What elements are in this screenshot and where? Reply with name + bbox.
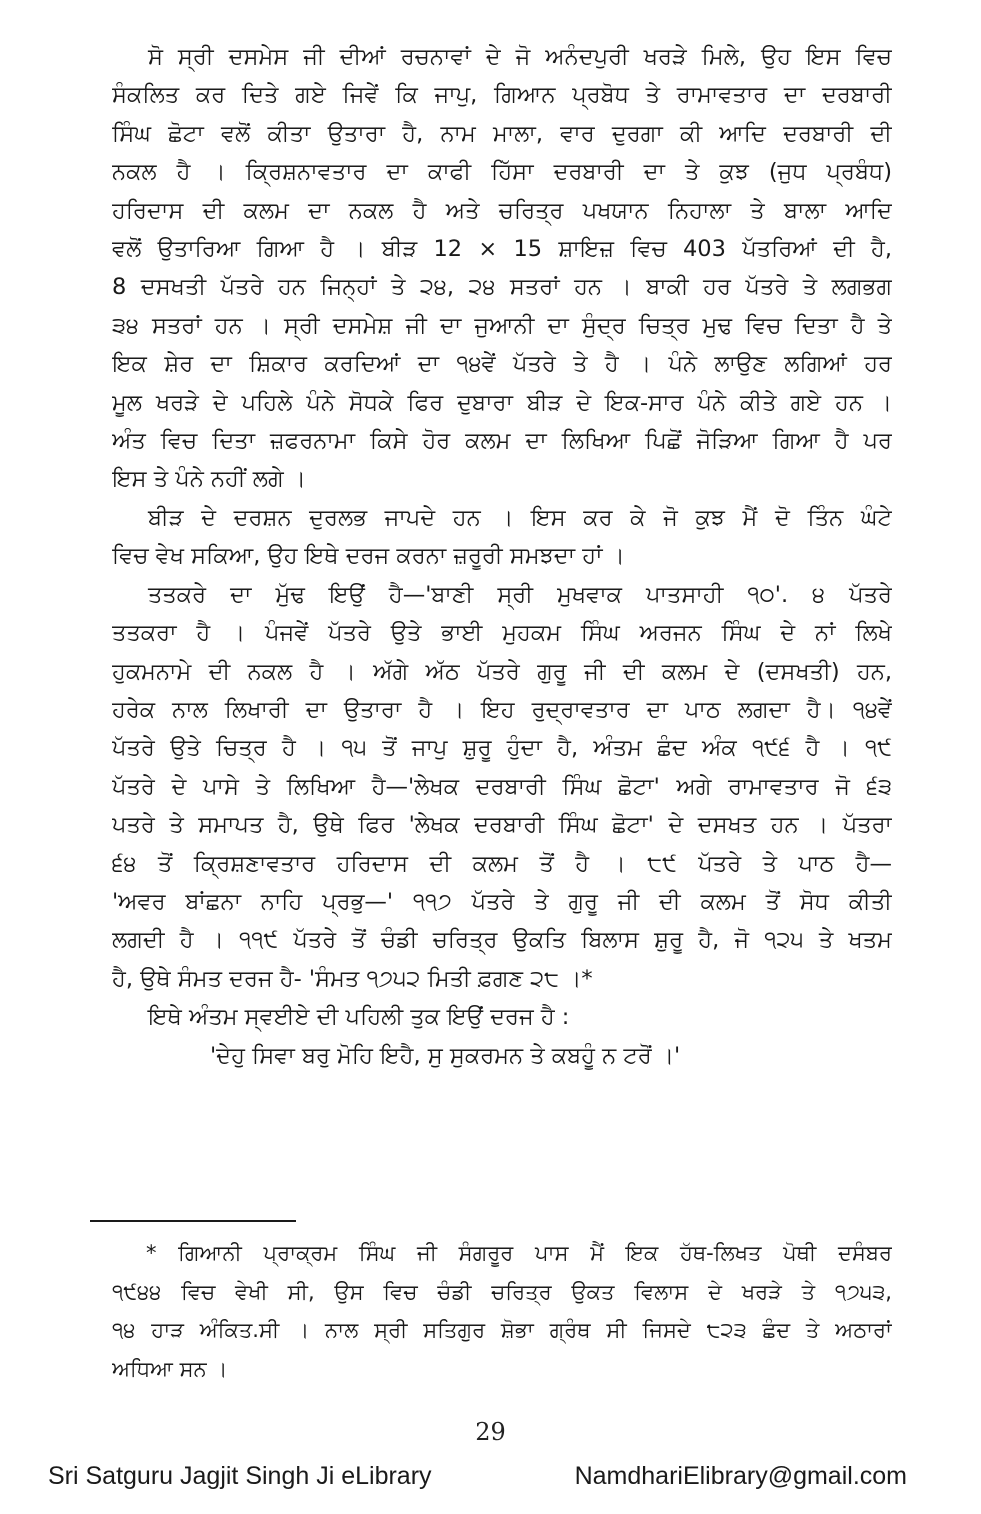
text-line: ਪੱਤਰੇ ਉਤੇ ਚਿਤ੍ਰ ਹੈ । ੧੫ ਤੋਂ ਜਾਪੁ ਸ਼ੁਰੂ ਹੁੰਦਾ ਹੈ, ਅੰਤਮ ਛੰਦ ਅੰਕ ੧੯੬ ਹੈ । ੧੯ [112,735,892,762]
text-line: ਸੰਕਲਿਤ ਕਰ ਦਿਤੇ ਗਏ ਜਿਵੇਂ ਕਿ ਜਾਪੁ, ਗਿਆਨ ਪ੍ਰਬੋਧ ਤੇ ਰਾਮਾਵਤਾਰ ਦਾ ਦਰਬਾਰੀ [112,82,892,109]
text-line: ਬੀੜ ਦੇ ਦਰਸ਼ਨ ਦੁਰਲਭ ਜਾਪਦੇ ਹਨ । ਇਸ ਕਰ ਕੇ ਜੋ ਕੁਝ ਮੈਂ ਦੋ ਤਿੰਨ ਘੰਟੇ [148,504,892,531]
text-line: ੩੪ ਸਤਰਾਂ ਹਨ । ਸ੍ਰੀ ਦਸਮੇਸ਼ ਜੀ ਦਾ ਜੁਆਨੀ ਦਾ ਸੁੰਦ੍ਰ ਚਿਤ੍ਰ ਮੁਢ ਵਿਚ ਦਿਤਾ ਹੈ ਤੇ [112,312,892,339]
paragraph-3 [112,576,892,998]
paragraph-2 [112,499,892,576]
page-number: 29 [475,1418,506,1446]
text-line: 8 ਦਸਖਤੀ ਪੱਤਰੇ ਹਨ ਜਿਨ੍ਹਾਂ ਤੇ ੨੪, ੨੪ ਸਤਰਾਂ ਹਨ । ਬਾਕੀ ਹਰ ਪੱਤਰੇ ਤੇ ਲਗਭਗ [112,274,892,301]
text-line: ੬੪ ਤੋਂ ਕ੍ਰਿਸ਼ਣਾਵਤਾਰ ਹਰਿਦਾਸ ਦੀ ਕਲਮ ਤੋਂ ਹੈ । ੮੯ ਪੱਤਰੇ ਤੇ ਪਾਠ ਹੈ— [112,850,892,877]
text-line: ਵਲੋਂ ਉਤਾਰਿਆ ਗਿਆ ਹੈ । ਬੀੜ 12 × 15 ਸ਼ਾਇਜ਼ ਵਿਚ 403 ਪੱਤਰਿਆਂ ਦੀ ਹੈ, [112,236,892,263]
footnote-line: * ਗਿਆਨੀ ਪ੍ਰਾਕ੍ਰਮ ਸਿੰਘ ਜੀ ਸੰਗਰੂਰ ਪਾਸ ਮੈਂ ਇਕ ਹੱਥ-ਲਿਖਤ ਪੋਥੀ ਦਸੰਬਰ [146,1241,892,1265]
text-line: ਪਤਰੇ ਤੇ ਸਮਾਪਤ ਹੈ, ਉਥੇ ਫਿਰ 'ਲੇਖਕ ਦਰਬਾਰੀ ਸਿੰਘ ਛੋਟਾ' ਦੇ ਦਸਖਤ ਹਨ । ਪੱਤਰਾ [112,812,892,839]
text-line: ਹਰੇਕ ਨਾਲ ਲਿਖਾਰੀ ਦਾ ਉਤਾਰਾ ਹੈ । ਇਹ ਰੁਦ੍ਰਾਵਤਾਰ ਦਾ ਪਾਠ ਲਗਦਾ ਹੈ। ੧੪ਵੇਂ [112,696,892,723]
text-line: ਹੈ, ਉਥੇ ਸੰਮਤ ਦਰਜ ਹੈ- 'ਸੰਮਤ ੧੭੫੨ ਮਿਤੀ ਫ਼ਗਣ ੨੮ ।* [112,965,593,992]
text-line: ਸੋ ਸ੍ਰੀ ਦਸਮੇਸ ਜੀ ਦੀਆਂ ਰਚਨਾਵਾਂ ਦੇ ਜੋ ਅਨੰਦਪੁਰੀ ਖਰੜੇ ਮਿਲੇ, ਉਹ ਇਸ ਵਿਚ [148,44,892,70]
text-line: ਇਕ ਸ਼ੇਰ ਦਾ ਸ਼ਿਕਾਰ ਕਰਦਿਆਂ ਦਾ ੧੪ਵੇਂ ਪੱਤਰੇ ਤੇ ਹੈ । ਪੰਨੇ ਲਾਉਣ ਲਗਿਆਂ ਹਰ [112,351,892,378]
closing-quote: 'ਦੇਹੁ ਸਿਵਾ ਬਰੁ ਮੋਹਿ ਇਹੈ, ਸੁ ਸੁਕਰਮਨ ਤੇ ਕਬਹੂੰ ਨ ਟਰੋਂ ।' [210,1042,681,1069]
footer-library-name: Sri Satguru Jagjit Singh Ji eLibrary [48,1462,432,1490]
footer-email: NamdhariElibrary@gmail.com [574,1462,907,1490]
text-line: ਸਿੰਘ ਛੋਟਾ ਵਲੋਂ ਕੀਤਾ ਉਤਾਰਾ ਹੈ, ਨਾਮ ਮਾਲਾ, ਵਾਰ ਦੁਰਗਾ ਕੀ ਆਦਿ ਦਰਬਾਰੀ ਦੀ [112,120,892,147]
text-line: ਅੰਤ ਵਿਚ ਦਿਤਾ ਜ਼ਫਰਨਾਮਾ ਕਿਸੇ ਹੋਰ ਕਲਮ ਦਾ ਲਿਖਿਆ ਪਿਛੋਂ ਜੋੜਿਆ ਗਿਆ ਹੈ ਪਰ [112,428,892,455]
footnote-line: ੧੯੪੪ ਵਿਚ ਵੇਖੀ ਸੀ, ਉਸ ਵਿਚ ਚੰਡੀ ਚਰਿਤ੍ਰ ਉਕਤ ਵਿਲਾਸ ਦੇ ਖਰੜੇ ਤੇ ੧੭੫੩, [112,1279,892,1304]
paragraph-1 [112,38,892,499]
text-line: ਮੂਲ ਖਰੜੇ ਦੇ ਪਹਿਲੇ ਪੰਨੇ ਸੋਧਕੇ ਫਿਰ ਦੁਬਾਰਾ ਬੀੜ ਦੇ ਇਕ-ਸਾਰ ਪੰਨੇ ਕੀਤੇ ਗਏ ਹਨ । [112,389,892,416]
text-line: ਇਸ ਤੇ ਪੰਨੇ ਨਹੀਂ ਲਗੇ । [112,466,306,493]
text-line: ਨਕਲ ਹੈ । ਕ੍ਰਿਸ਼ਨਾਵਤਾਰ ਦਾ ਕਾਫੀ ਹਿੱਸਾ ਦਰਬਾਰੀ ਦਾ ਤੇ ਕੁਝ (ਜੁਧ ਪ੍ਰਬੰਧ) [112,159,892,186]
footnote-line: ਅਧਿਆ ਸਨ । [112,1356,228,1381]
footnote-divider [90,1220,296,1222]
footnote-line: ੧੪ ਹਾੜ ਅੰਕਿਤ.ਸੀ । ਨਾਲ ਸ੍ਰੀ ਸਤਿਗੁਰ ਸ਼ੋਭਾ ਗ੍ਰੰਥ ਸੀ ਜਿਸਦੇ ੮੨੩ ਛੰਦ ਤੇ ਅਠਾਰਾਂ [112,1318,892,1343]
text-line: ਲਗਦੀ ਹੈ । ੧੧੯ ਪੱਤਰੇ ਤੋਂ ਚੰਡੀ ਚਰਿਤ੍ਰ ਉਕਤਿ ਬਿਲਾਸ ਸ਼ੁਰੂ ਹੈ, ਜੋ ੧੨੫ ਤੇ ਖਤਮ [112,927,892,954]
text-line: ਪੱਤਰੇ ਦੇ ਪਾਸੇ ਤੇ ਲਿਖਿਆ ਹੈ—'ਲੇਖਕ ਦਰਬਾਰੀ ਸਿੰਘ ਛੋਟਾ' ਅਗੇ ਰਾਮਾਵਤਾਰ ਜੋ ੬੩ [112,773,892,800]
text-line: ਵਿਚ ਵੇਖ ਸਕਿਆ, ਉਹ ਇਥੇ ਦਰਜ ਕਰਨਾ ਜ਼ਰੂਰੀ ਸਮਝਦਾ ਹਾਂ । [112,543,625,570]
footnote [112,1234,892,1388]
text-line: ਹੁਕਮਨਾਮੇ ਦੀ ਨਕਲ ਹੈ । ਅੱਗੇ ਅੱਠ ਪੱਤਰੇ ਗੁਰੂ ਜੀ ਦੀ ਕਲਮ ਦੇ (ਦਸਖਤੀ) ਹਨ, [112,658,892,685]
closing-intro: ਇਥੇ ਅੰਤਮ ਸ੍ਵਈਏ ਦੀ ਪਹਿਲੀ ਤੁਕ ਇਉਂ ਦਰਜ ਹੈ : [148,1004,570,1031]
text-line: 'ਅਵਰ ਬਾਂਛਨਾ ਨਾਹਿ ਪ੍ਰਭੁ—' ੧੧੭ ਪੱਤਰੇ ਤੇ ਗੁਰੂ ਜੀ ਦੀ ਕਲਮ ਤੋਂ ਸੋਧ ਕੀਤੀ [112,888,892,915]
text-line: ਤਤਕਰਾ ਹੈ । ਪੰਜਵੇਂ ਪੱਤਰੇ ਉਤੇ ਭਾਈ ਮੁਹਕਮ ਸਿੰਘ ਅਰਜਨ ਸਿੰਘ ਦੇ ਨਾਂ ਲਿਖੇ [112,620,892,647]
text-line: ਤਤਕਰੇ ਦਾ ਮੁੱਢ ਇਉਂ ਹੈ—'ਬਾਣੀ ਸ੍ਰੀ ਮੁਖਵਾਕ ਪਾਤਸਾਹੀ ੧੦'. ੪ ਪੱਤਰੇ [148,581,892,608]
text-line: ਹਰਿਦਾਸ ਦੀ ਕਲਮ ਦਾ ਨਕਲ ਹੈ ਅਤੇ ਚਰਿਤ੍ਰ ਪਖਯਾਨ ਨਿਹਾਲਾ ਤੇ ਬਾਲਾ ਆਦਿ [112,197,892,224]
body-text [112,38,892,1075]
